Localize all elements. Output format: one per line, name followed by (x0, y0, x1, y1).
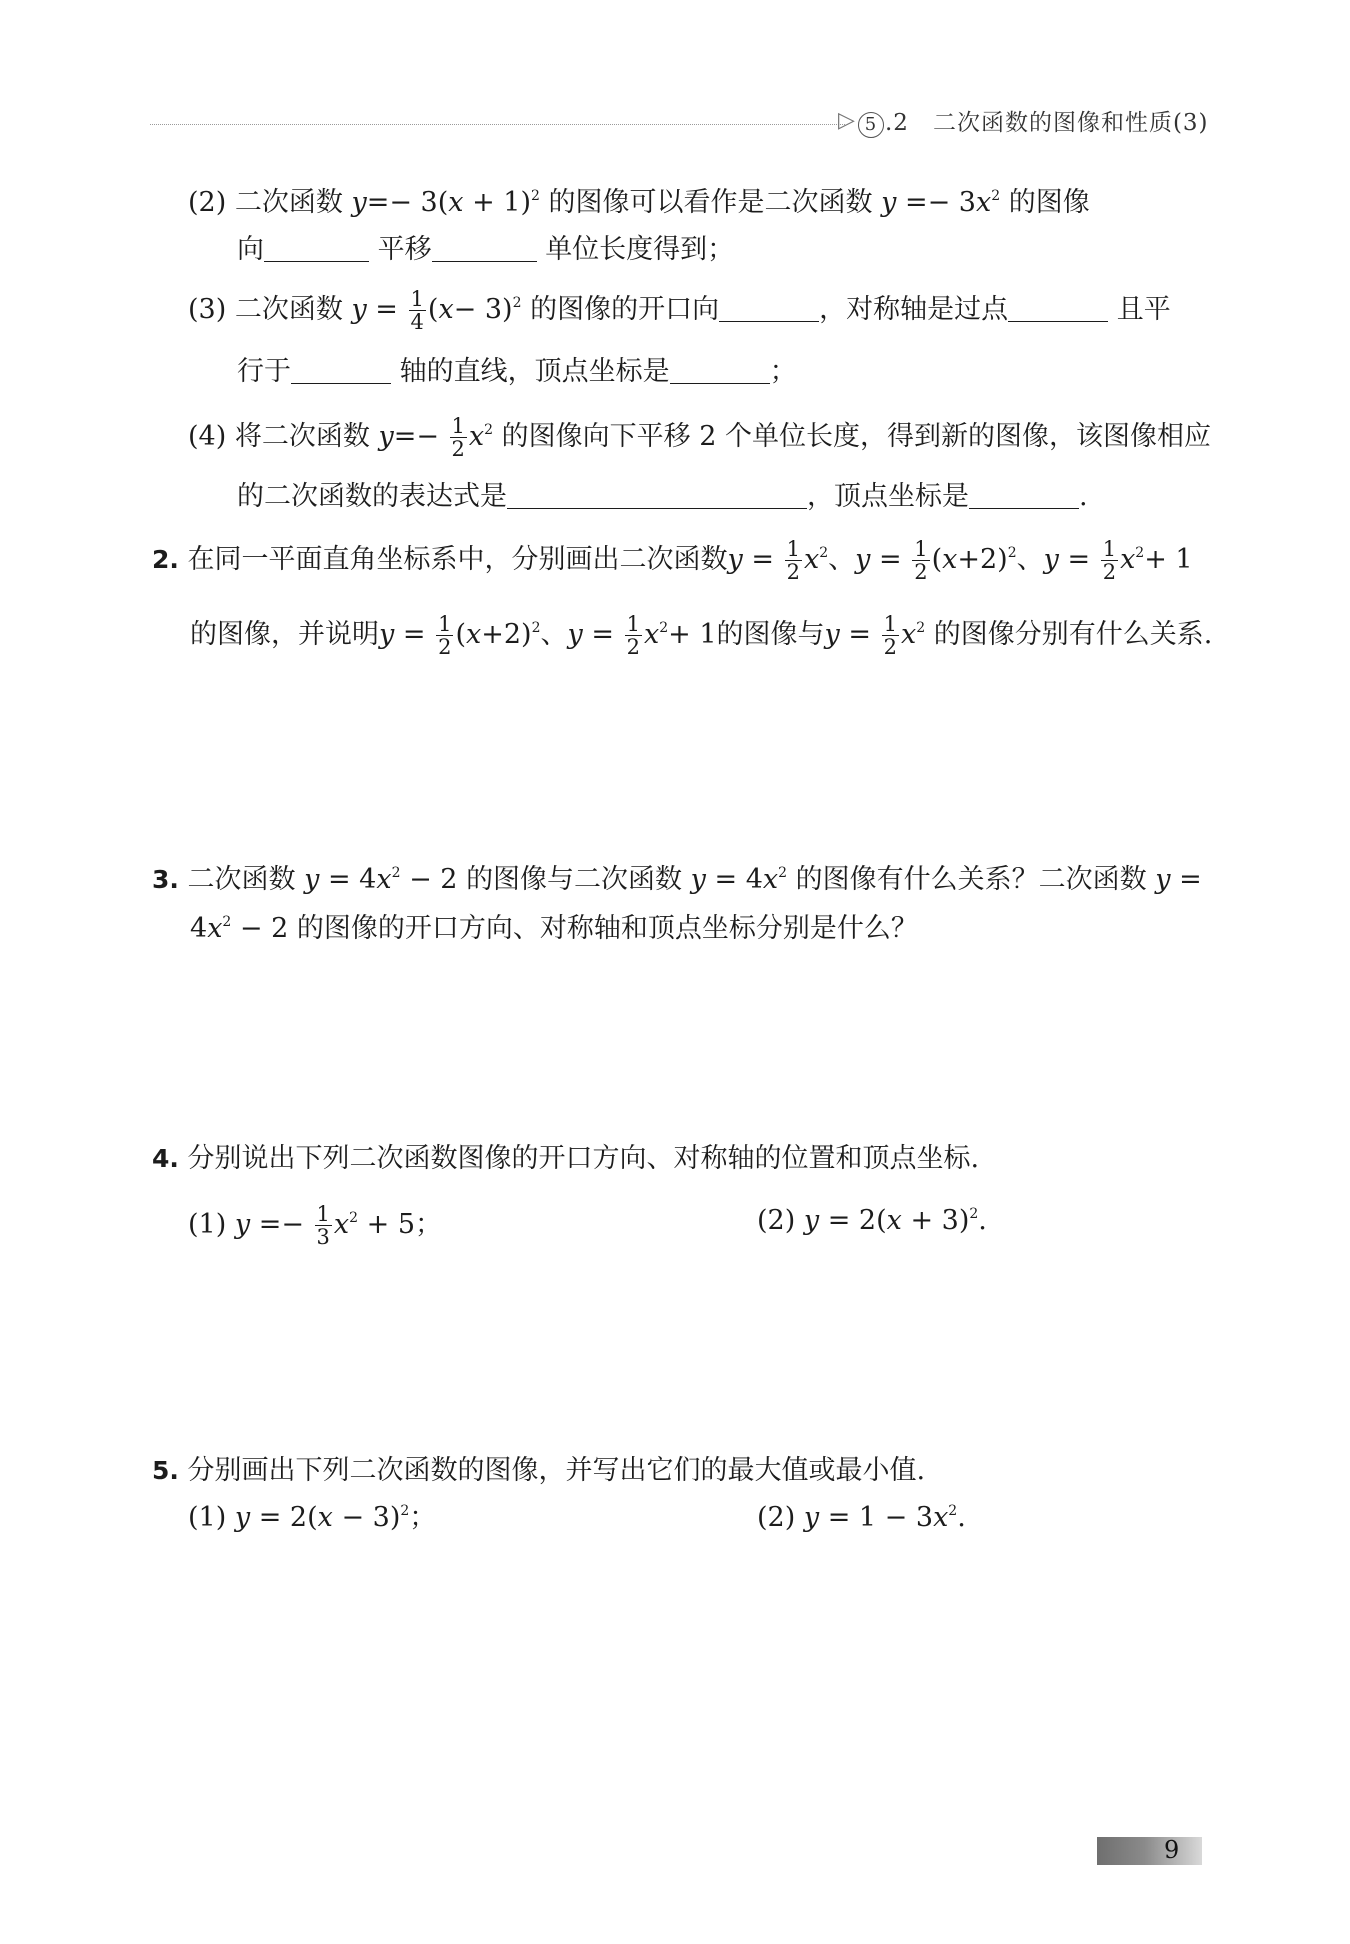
fraction: $\frac{1}{4}$ (410, 287, 424, 334)
q1-part2-line2: 向 平移 单位长度得到； (237, 230, 734, 270)
fraction: $\frac{1}{2}$ (1102, 537, 1117, 584)
q2-line1: 2. 在同一平面直角坐标系中，分别画出二次函数y = $\frac{1}{2}$ $x^2$、y = $\frac{1}{2}$ $(x+2)^2$、y = $\frac{1}{2}$ $x^2+ 1$ (152, 537, 1193, 584)
question-number: 5. (152, 1456, 179, 1485)
q3-line1: 3. 二次函数 $y = 4x^2 - 2$ 的图像与二次函数 $y = 4x^2$ 的图像有什么关系？二次函数 y = (152, 864, 1202, 895)
q1-part3-line2: 行于 轴的直线，顶点坐标是 ； (237, 352, 797, 392)
fraction: $\frac{1}{2}$ (451, 414, 465, 461)
q4-item1: (1) y =− $\frac{1}{3}$ $x^2 + 5$； (188, 1202, 443, 1249)
q1-part4-line2: 的二次函数的表达式是 ，顶点坐标是 . (237, 477, 1088, 517)
answer-blank[interactable] (432, 231, 537, 262)
q5-item2: (2) $y = 1 - 3x^2$. (757, 1502, 966, 1533)
fraction: $\frac{1}{3}$ (316, 1202, 330, 1249)
answer-blank[interactable] (507, 478, 807, 509)
page-number: 9 (1164, 1836, 1180, 1864)
answer-blank[interactable] (1008, 291, 1108, 322)
q5-item1: (1) $y = 2(x - 3)^2$； (188, 1502, 437, 1533)
q3-line2: $4x^2 - 2$ 的图像的开口方向、对称轴和顶点坐标分别是什么？ (190, 913, 918, 944)
chapter-number-badge: 5 (858, 112, 884, 138)
header-arrow-icon: ▷ (838, 108, 855, 133)
answer-blank[interactable] (670, 353, 770, 384)
section-title: .2 二次函数的图像和性质(3) (885, 110, 1209, 136)
answer-blank[interactable] (264, 231, 369, 262)
question-number: 2. (152, 545, 179, 574)
header-rule (150, 124, 845, 125)
fraction: $\frac{1}{2}$ (883, 612, 897, 659)
question-number: 3. (152, 865, 179, 894)
q1-part4-line1: (4) 将二次函数 y=− $\frac{1}{2}$ $x^2$ 的图像向下平移 2 个单位长度，得到新的图像，该图像相应 (188, 414, 1212, 461)
q4-line1: 4. 分别说出下列二次函数图像的开口方向、对称轴的位置和顶点坐标. (152, 1143, 980, 1174)
q1-part2-line1: (2) 二次函数 $y=- 3(x + 1)^2$ 的图像可以看作是二次函数 $y =- 3x^2$ 的图像 (188, 187, 1090, 218)
q1-part3-line1: (3) 二次函数 y = $\frac{1}{4}$ $(x- 3)^2$ 的图像的开口向 ，对称轴是过点 且平 (188, 287, 1171, 334)
page-header (858, 104, 1209, 138)
fraction: $\frac{1}{2}$ (914, 537, 928, 584)
fraction: $\frac{1}{2}$ (626, 612, 640, 659)
q2-line2: 的图像，并说明y = $\frac{1}{2}$ $(x+2)^2$、y = $\frac{1}{2}$ $x^2+ 1$的图像与y = $\frac{1}{2}$ $x^2$ 的图像分别有什么关系. (190, 612, 1213, 659)
page-number-bar (1097, 1837, 1202, 1865)
question-number: 4. (152, 1144, 179, 1173)
fraction: $\frac{1}{2}$ (786, 537, 800, 584)
q4-item2: (2) $y = 2(x + 3)^2$. (757, 1205, 987, 1236)
q5-line1: 5. 分别画出下列二次函数的图像，并写出它们的最大值或最小值. (152, 1455, 926, 1486)
fraction: $\frac{1}{2}$ (438, 612, 452, 659)
answer-blank[interactable] (291, 353, 391, 384)
answer-blank[interactable] (969, 478, 1079, 509)
answer-blank[interactable] (719, 291, 819, 322)
